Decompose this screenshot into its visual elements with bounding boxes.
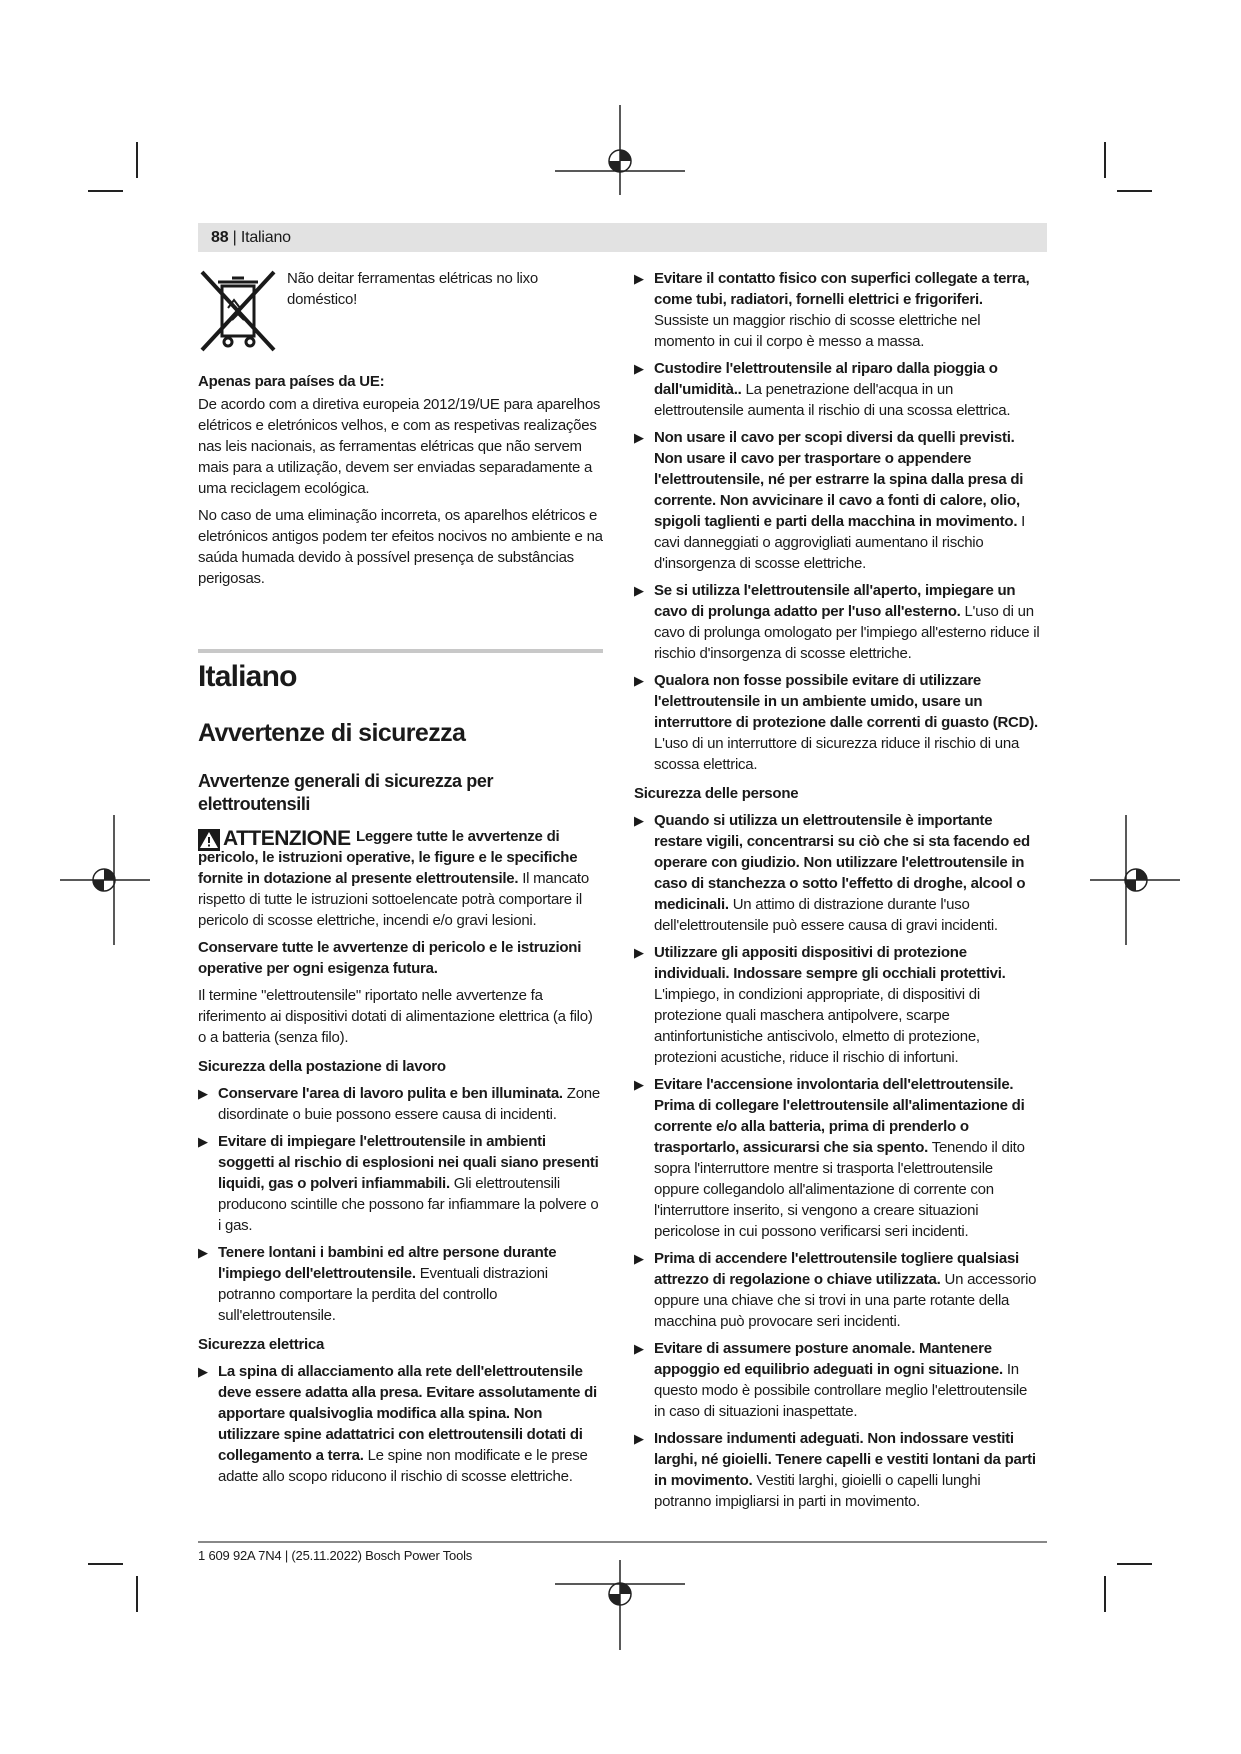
page-number: 88 — [211, 229, 229, 246]
general-warnings-heading: Avvertenze generali di sicurezza per elettroutensili — [198, 771, 494, 814]
registration-mark-icon — [60, 815, 150, 945]
section-title-italiano: Italiano — [198, 660, 297, 693]
crossed-out-wheelie-bin-icon — [198, 268, 278, 354]
list-item: ▶ Se si utilizza l'elettroutensile all'aperto, impiegare un cavo di prolunga adatto per l'uso all'esterno. L'uso di un cavo di prolunga omologato per l'impiego all'esterno riduce il rischio d'insorgenza di scosse elettriche. — [634, 582, 1040, 662]
crop-mark — [1117, 190, 1152, 192]
weee-text: Não deitar ferramentas elétricas no lixo doméstico! — [287, 270, 538, 308]
electrical-safety-heading: Sicurezza elettrica — [198, 1336, 325, 1353]
registration-mark-icon — [555, 105, 685, 195]
list-item: ▶ Indossare indumenti adeguati. Non indossare vestiti larghi, né gioielli. Tenere capelli e vestiti lontani da parti in movimento. Vestiti larghi, gioielli o capelli lunghi potranno impigliarsi in parti in movimento. — [634, 1430, 1036, 1510]
list-item: ▶ Qualora non fosse possibile evitare di utilizzare l'elettroutensile in un ambiente umido, usare un interruttore di protezione dalle correnti di guasto (RCD). L'uso di un interruttore di sicurezza riduce il rischio di una scossa elettrica. — [634, 672, 1038, 773]
warning-block — [198, 826, 603, 1493]
crop-mark — [1117, 1563, 1152, 1565]
list-item: ▶ Non usare il cavo per scopi diversi da quelli previsti. Non usare il cavo per trasportare o appendere l'elettroutensile, né per estrarre la spina dalla presa di corrente. Non avvicinare il cavo a fonti di calore, olio, spigoli taglienti e parti della macchina in movimento. I cavi danneggiati o aggrovigliati aumentano il rischio d'insorgenza di scosse elettriche. — [634, 429, 1026, 572]
page-footer: 1 609 92A 7N4 | (25.11.2022) Bosch Power Tools — [198, 1548, 473, 1563]
personal-safety-heading: Sicurezza delle persone — [634, 785, 799, 802]
crop-mark — [88, 1563, 123, 1565]
warning-bold: Leggere tutte le avvertenze di pericolo, le istruzioni operative, le figure e le specifiche fornite in dotazione al presente elettroutensile. — [198, 828, 578, 887]
crop-mark — [136, 1576, 138, 1612]
eu-paragraph-2: No caso de uma eliminação incorreta, os aparelhos elétricos e eletrónicos antigos podem ter efeitos nocivos no ambiente e na saúda humada devido à possível presença de substâncias perigosas. — [198, 507, 603, 587]
footer-rule — [198, 1541, 1047, 1543]
list-item: ▶ Utilizzare gli appositi dispositivi di protezione individuali. Indossare sempre gli occhiali protettivi. L'impiego, in condizioni appropriate, di dispositivi di protezione quali maschera antipolvere, scarpe antinfortunistiche antiscivolo, elmetto di protezione, protezioni acustiche, riduce il rischio di infortuni. — [634, 944, 1006, 1066]
warning-text: Il mancato rispetto di tutte le istruzioni sottoelencate potrà comportare il pericolo di scosse elettriche, incendi e/o gravi lesioni. — [198, 870, 589, 929]
list-item: ▶ Conservare l'area di lavoro pulita e ben illuminata. Zone disordinate o buie possono essere causa di incidenti. — [198, 1085, 600, 1123]
work-area-heading: Sicurezza della postazione di lavoro — [198, 1058, 446, 1075]
weee-note — [287, 268, 567, 316]
crop-mark — [1104, 1576, 1106, 1612]
list-item: ▶ Evitare il contatto fisico con superfici collegate a terra, come tubi, radiatori, fornelli elettrici e frigoriferi. Sussiste un maggior rischio di scosse elettriche nel momento in cui il corpo è messo a massa. — [634, 270, 1030, 350]
eu-paragraph-1: De acordo com a diretiva europeia 2012/19/UE para aparelhos elétricos e eletrónicos velhos, e com as respetivas realizações nas leis nacionais, as ferramentas elétricas que não servem mais para a utilização, devem ser enviadas separadamente a uma reciclagem ecológica. — [198, 396, 601, 497]
list-item: ▶ Quando si utilizza un elettroutensile è importante restare vigili, concentrarsi su ciò che si sta facendo ed operare con giudizio. Non utilizzare l'elettroutensile in caso di stanchezza o sotto l'effetto di droghe, alcool o medicinali. Un attimo di distrazione durante l'uso dell'elettroutensile può essere causa di gravi incidenti. — [634, 812, 1030, 934]
safety-warnings-heading: Avvertenze di sicurezza — [198, 719, 466, 747]
right-column — [634, 268, 1040, 1518]
list-item: ▶ Tenere lontani i bambini ed altre persone durante l'impiego dell'elettroutensile. Eventuali distrazioni potranno comportare la perdita del controllo sull'elettroutensile. — [198, 1244, 557, 1324]
list-item: ▶ Custodire l'elettroutensile al riparo dalla pioggia o dall'umidità.. La penetrazione dell'acqua in un elettroutensile aumenta il rischio di una scossa elettrica. — [634, 360, 1011, 419]
crop-mark — [1104, 142, 1106, 178]
section-divider — [198, 649, 603, 653]
crop-mark — [88, 190, 123, 192]
list-item: ▶ Prima di accendere l'elettroutensile togliere qualsiasi attrezzo di regolazione o chiave utilizzata. Un accessorio oppure una chiave che si trovi in una parte rotante della macchina può provocare seri incidenti. — [634, 1250, 1037, 1330]
eu-disposal-section — [198, 371, 603, 595]
page-header-bar — [198, 223, 1047, 252]
list-item: ▶ Evitare di impiegare l'elettroutensile in ambienti soggetti al rischio di esplosioni nei quali siano presenti liquidi, gas o polveri infiammabili. Gli elettroutensili producono scintille che possono far infiammare la polvere o i gas. — [198, 1133, 599, 1234]
list-item: ▶ Evitare di assumere posture anomale. Mantenere appoggio ed equilibrio adeguati in ogni situazione. In questo modo è possibile controllare meglio l'elettroutensile in caso di situazioni inaspettate. — [634, 1340, 1028, 1420]
eu-heading: Apenas para países da UE: — [198, 373, 385, 390]
list-item: ▶ Evitare l'accensione involontaria dell'elettroutensile. Prima di collegare l'elettroutensile all'alimentazione di corrente e/o alla batteria, prima di prenderlo o trasportarlo, assicurarsi che sia spento. Tenendo il dito sopra l'interruttore mentre si trasporta l'elettroutensile oppure collegandolo all'alimentazione di corrente con l'interruttore inserito, si vengono a creare situazioni pericolose in cui possono verificarsi seri incidenti. — [634, 1076, 1025, 1240]
keep-instructions: Conservare tutte le avvertenze di pericolo e le istruzioni operative per ogni esigenza futura. — [198, 939, 582, 977]
list-item: ▶ La spina di allacciamento alla rete dell'elettroutensile deve essere adatta alla presa. Evitare assolutamente di apportare qualsivoglia modifica alla spina. Non utilizzare spine adattatrici con elettroutensili dotati di collegamento a terra. Le spine non modificate e le prese adatte allo scopo riducono il rischio di scosse elettriche. — [198, 1363, 597, 1485]
registration-mark-icon — [555, 1560, 685, 1650]
registration-mark-icon — [1090, 815, 1180, 945]
header-section: Italiano — [240, 229, 291, 246]
page-header: 88 | Italiano — [211, 229, 291, 246]
term-definition: Il termine "elettroutensile" riportato nelle avvertenze fa riferimento ai dispositivi dotati di alimentazione elettrica (a filo) o a batteria (senza filo). — [198, 987, 593, 1046]
crop-mark — [136, 142, 138, 178]
